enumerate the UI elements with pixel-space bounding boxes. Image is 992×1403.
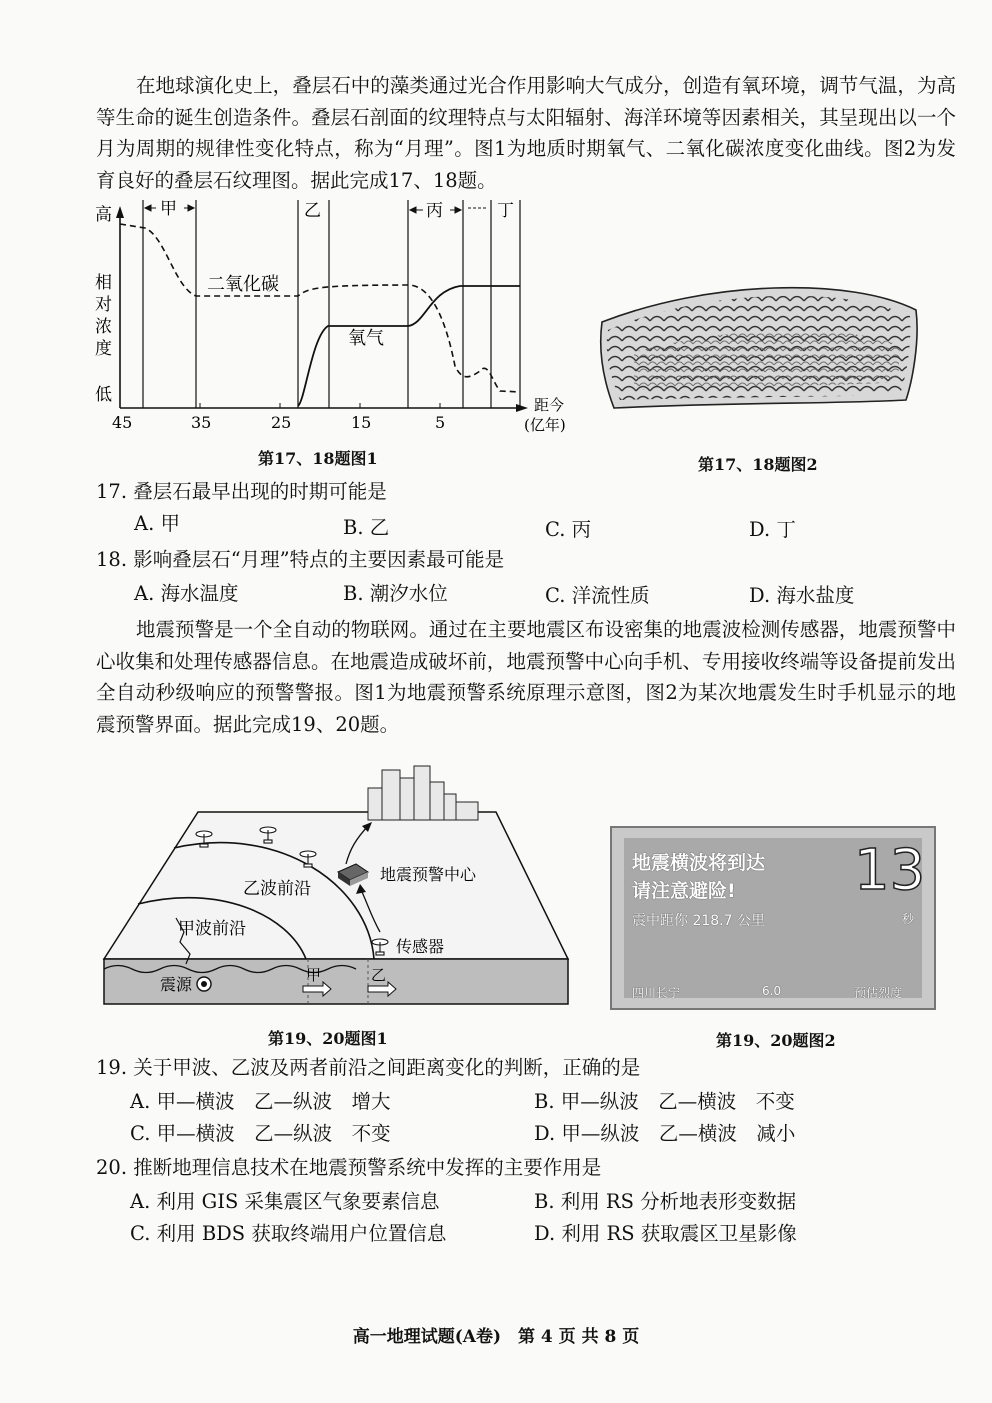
o2-label: 氧气 <box>348 328 384 349</box>
wave-a-arrow-label: 甲 <box>306 966 322 984</box>
q20-option-d[interactable]: D. 利用 RS 获取震区卫星影像 <box>534 1222 797 1245</box>
countdown-number: 13 <box>854 838 926 903</box>
location-label: 四川长宁 <box>632 986 681 1000</box>
period-ding-label: 丁 <box>497 201 514 221</box>
y-low-label: 低 <box>95 385 112 405</box>
x-axis-arrow <box>516 404 528 412</box>
q17-option-b[interactable]: B. 乙 <box>343 516 390 539</box>
q17-option-d[interactable]: D. 丁 <box>749 518 796 541</box>
intro-paragraph-earthquake: 地震预警是一个全自动的物联网。通过在主要地震区布设密集的地震波检测传感器，地震预警中心收集和处理传感器信息。在地震造成破坏前，地震预警中心向手机、专用接收终端等设备提前发出全自动秒级响应的预警警报。图1为地震预警系统原理示意图，图2为某次地震发生时手机显示的地震预警界面。据此完成19、20题。 <box>96 618 956 736</box>
y-high-label: 高 <box>95 205 112 225</box>
period-bing-label: 丙 <box>426 201 443 221</box>
focus-label: 震源 <box>160 975 193 994</box>
fig19-2-caption: 第19、20题图2 <box>716 1031 836 1050</box>
page-footer: 高一地理试题(A卷) 第 4 页 共 8 页 <box>352 1327 640 1347</box>
co2-label: 二氧化碳 <box>207 274 279 295</box>
x-unit-label-2: (亿年) <box>524 416 566 434</box>
stromatolite-image <box>594 282 924 422</box>
q20-stem: 20. 推断地理信息技术在地震预警系统中发挥的主要作用是 <box>96 1156 602 1179</box>
q20-option-c[interactable]: C. 利用 BDS 获取终端用户位置信息 <box>130 1222 447 1245</box>
q19-option-a[interactable]: A. 甲—横波 乙—纵波 增大 <box>130 1090 391 1113</box>
fig19-1-caption: 第19、20题图1 <box>268 1029 388 1048</box>
warning-center-label: 地震预警中心 <box>380 865 477 884</box>
q20-option-a[interactable]: A. 利用 GIS 采集震区气象要素信息 <box>130 1190 440 1213</box>
y-label-3: 浓 <box>95 317 112 337</box>
sensor-label: 传感器 <box>396 937 445 956</box>
q17-stem: 17. 叠层石最早出现的时期可能是 <box>96 480 387 503</box>
earthquake-warning-diagram <box>98 764 576 1014</box>
q18-stem: 18. 影响叠层石“月理”特点的主要因素最可能是 <box>96 548 505 571</box>
warning-line-2: 请注意避险! <box>632 880 736 902</box>
q20-option-b[interactable]: B. 利用 RS 分析地表形变数据 <box>534 1190 797 1213</box>
q19-option-b[interactable]: B. 甲—纵波 乙—横波 不变 <box>534 1090 795 1113</box>
x-tick-15: 15 <box>351 413 372 432</box>
q18-option-c[interactable]: C. 洋流性质 <box>545 584 650 607</box>
wave-a-front-label: 甲波前沿 <box>178 919 246 939</box>
q19-stem: 19. 关于甲波、乙波及两者前沿之间距离变化的判断，正确的是 <box>96 1056 641 1079</box>
x-tick-35: 35 <box>191 413 212 432</box>
concentration-chart <box>90 196 580 436</box>
countdown-unit: 秒 <box>902 912 915 926</box>
q18-option-d[interactable]: D. 海水盐度 <box>749 584 855 607</box>
period-yi-label: 乙 <box>304 201 321 221</box>
q18-option-a[interactable]: A. 海水温度 <box>134 582 239 605</box>
x-unit-label-1: 距今 <box>534 396 565 414</box>
y-label-4: 度 <box>95 339 112 359</box>
fig17-2-caption: 第17、18题图2 <box>698 455 818 474</box>
y-label-1: 相 <box>95 273 112 293</box>
q18-option-b[interactable]: B. 潮汐水位 <box>343 582 448 605</box>
intro-paragraph-stromatolite: 在地球演化史上，叠层石中的藻类通过光合作用影响大气成分，创造有氧环境，调节气温，为高等生命的诞生创造条件。叠层石剖面的纹理特点与太阳辐射、海洋环境等因素相关，其呈现出以一个月为周期的规律性变化特点，称为“月理”。图1为地质时期氧气、二氧化碳浓度变化曲线。图2为发育良好的叠层石纹理图。据此完成17、18题。 <box>96 74 956 192</box>
epicenter-distance: 震中距你 218.7 公里 <box>632 913 765 929</box>
q17-option-a[interactable]: A. 甲 <box>134 512 180 535</box>
q17-option-c[interactable]: C. 丙 <box>545 518 592 541</box>
city-buildings-icon <box>368 766 478 820</box>
fig17-1-caption: 第17、18题图1 <box>258 449 378 468</box>
q19-option-d[interactable]: D. 甲—纵波 乙—横波 减小 <box>534 1122 796 1145</box>
period-jia-label: 甲 <box>160 199 177 219</box>
x-tick-5: 5 <box>435 413 446 432</box>
warning-line-1: 地震横波将到达 <box>632 852 766 874</box>
q19-option-c[interactable]: C. 甲—横波 乙—纵波 不变 <box>130 1122 391 1145</box>
wave-b-arrow-label: 乙 <box>371 966 387 984</box>
phone-warning-screen <box>610 826 936 1010</box>
wave-b-front-label: 乙波前沿 <box>243 879 311 899</box>
o2-curve <box>298 286 520 406</box>
x-tick-25: 25 <box>271 413 292 432</box>
x-tick-45: 45 <box>112 413 133 432</box>
co2-curve <box>120 224 520 392</box>
magnitude-label: 6.0 <box>762 984 782 998</box>
y-label-2: 对 <box>95 295 112 315</box>
y-axis-arrow <box>116 206 124 218</box>
intensity-label: 预估烈度 <box>854 986 903 1000</box>
